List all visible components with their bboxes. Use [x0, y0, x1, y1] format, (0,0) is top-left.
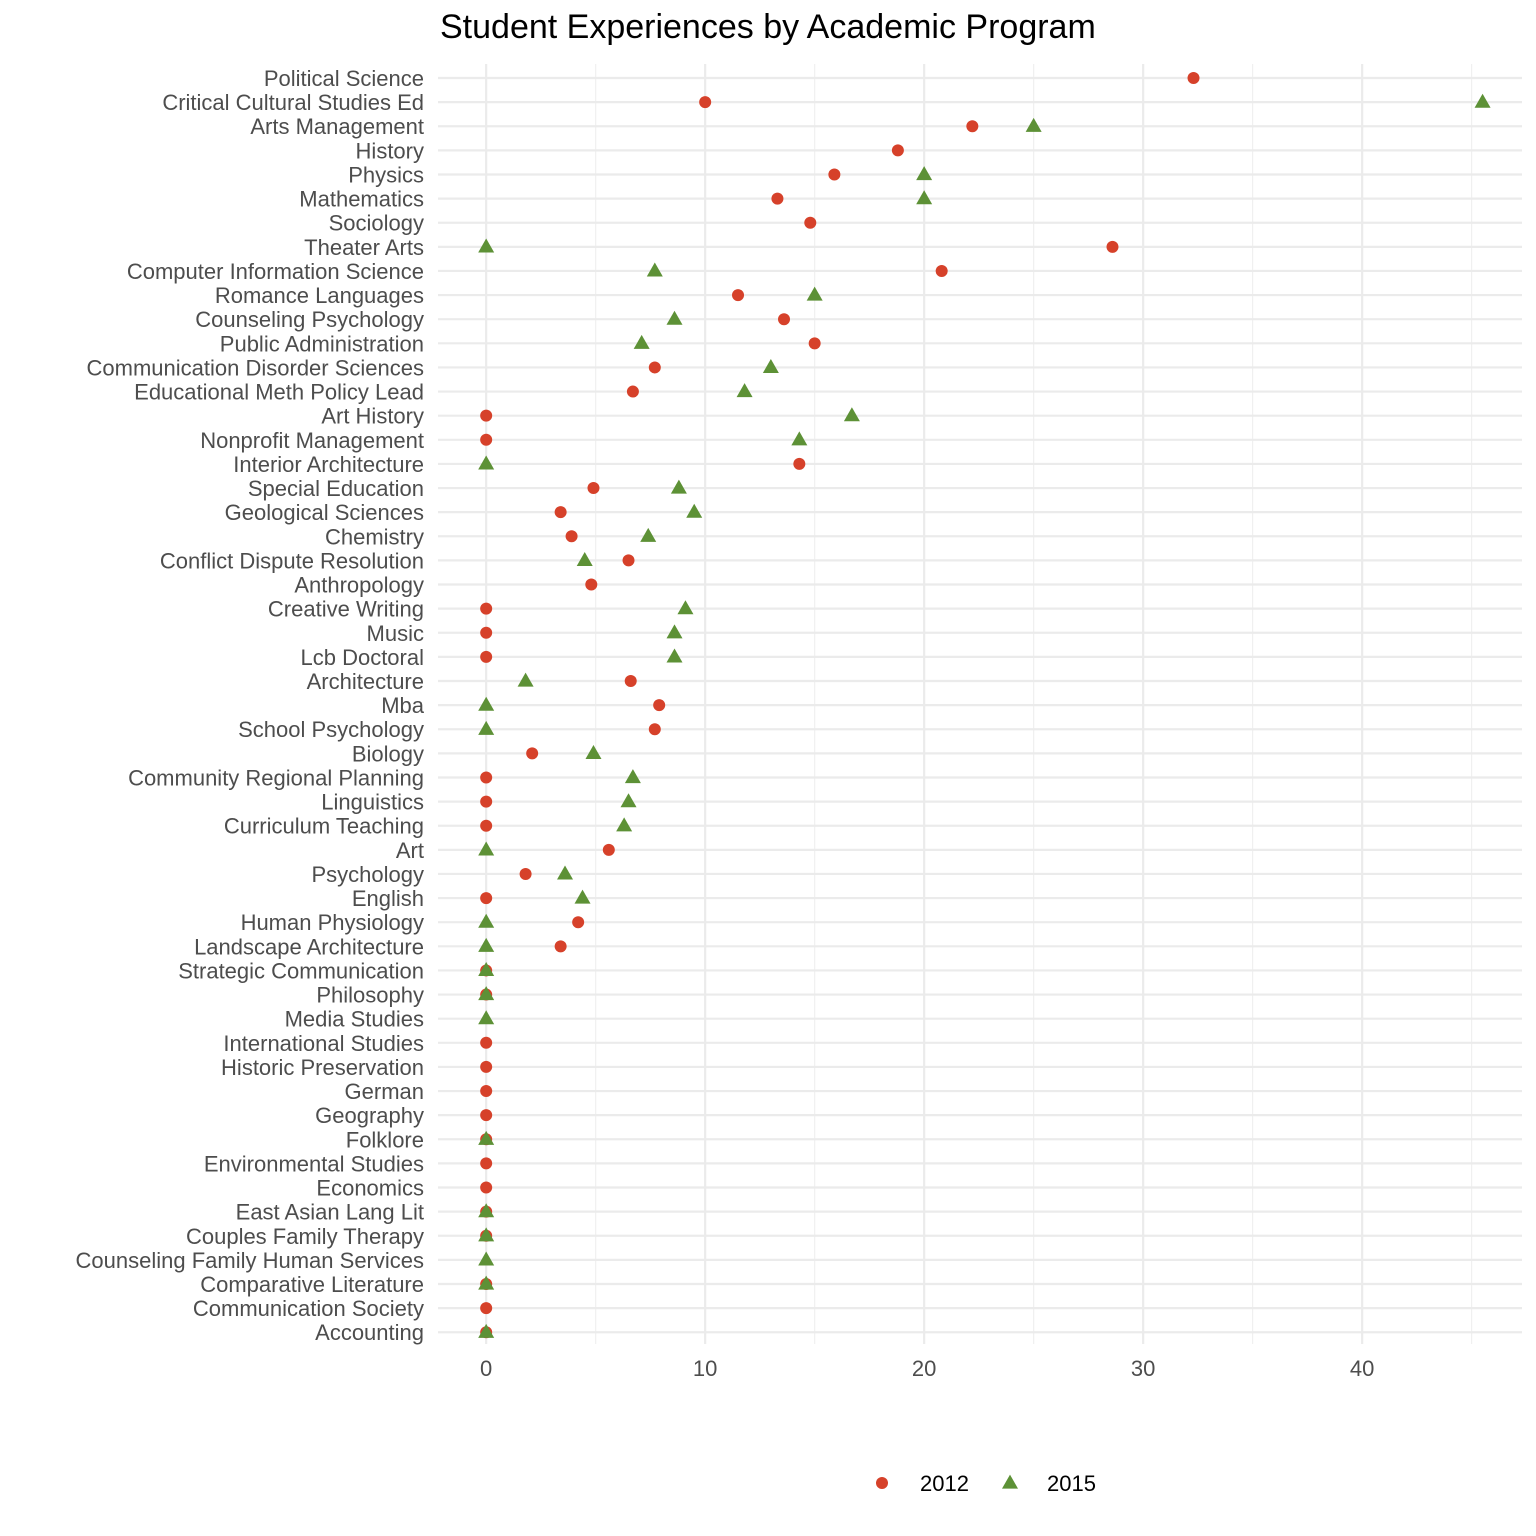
point-2012 [480, 1182, 492, 1194]
grid-layer [438, 64, 1522, 1344]
point-2015 [557, 866, 573, 880]
x-axis-labels [480, 1356, 1374, 1381]
point-2012 [936, 265, 948, 277]
point-2012 [585, 579, 597, 591]
y-tick-label: Physics [348, 162, 424, 188]
point-2012 [480, 410, 492, 422]
y-tick-label: Accounting [315, 1320, 424, 1346]
point-2015 [621, 793, 637, 807]
point-2012 [649, 361, 661, 373]
y-tick-label: Communication Society [192, 1296, 424, 1322]
y-tick-label: Nonprofit Management [200, 427, 424, 453]
point-2012 [627, 386, 639, 398]
y-tick-label: Curriculum Teaching [223, 813, 424, 839]
point-2015 [1026, 118, 1042, 132]
point-2015 [671, 480, 687, 494]
y-tick-label: Counseling Psychology [195, 307, 424, 333]
point-2012 [778, 313, 790, 325]
y-tick-label: Anthropology [294, 572, 424, 598]
y-tick-label: Romance Languages [214, 283, 424, 309]
point-2015 [807, 287, 823, 301]
point-2012 [526, 747, 538, 759]
y-tick-label: Geography [315, 1103, 424, 1129]
point-2015 [667, 311, 683, 325]
y-tick-label: English [351, 886, 424, 912]
legend-label-2012: 2012 [920, 1471, 969, 1496]
point-2015 [478, 1251, 494, 1265]
point-2012 [480, 1037, 492, 1049]
point-2015 [478, 914, 494, 928]
y-tick-label: School Psychology [238, 717, 424, 743]
y-tick-label: Theater Arts [304, 234, 424, 260]
point-2015 [667, 624, 683, 638]
point-2012 [555, 940, 567, 952]
point-2012 [566, 530, 578, 542]
y-tick-label: Public Administration [219, 331, 424, 357]
point-2012 [603, 844, 615, 856]
y-tick-label: Special Education [247, 476, 424, 502]
x-tick-label: 30 [1130, 1356, 1156, 1381]
point-2012 [480, 1157, 492, 1169]
x-tick-label: 10 [692, 1356, 718, 1381]
point-2012 [649, 723, 661, 735]
point-2015 [585, 745, 601, 759]
y-tick-label: Biology [351, 741, 424, 767]
y-axis-labels [76, 66, 425, 1345]
point-2012 [520, 868, 532, 880]
point-2015 [478, 1010, 494, 1024]
point-2015 [478, 456, 494, 470]
point-2015 [478, 697, 494, 711]
y-tick-label: Art [395, 837, 424, 863]
y-tick-label: Linguistics [321, 789, 424, 815]
point-2015 [737, 383, 753, 397]
y-tick-label: Psychology [311, 861, 424, 887]
y-tick-label: Community Regional Planning [128, 765, 424, 791]
point-2015 [577, 552, 593, 566]
point-2015 [478, 721, 494, 735]
point-2012 [480, 627, 492, 639]
point-2012 [480, 892, 492, 904]
y-tick-label: Couples Family Therapy [185, 1223, 424, 1249]
y-tick-label: Economics [316, 1175, 424, 1201]
y-tick-label: German [344, 1079, 424, 1105]
y-tick-label: Art History [321, 403, 424, 429]
y-tick-label: Creative Writing [267, 596, 424, 622]
point-2012 [804, 217, 816, 229]
point-2012 [555, 506, 567, 518]
point-2012 [793, 458, 805, 470]
y-tick-label: Mathematics [299, 186, 424, 212]
point-2015 [640, 528, 656, 542]
y-tick-label: Critical Cultural Studies Ed [162, 90, 424, 116]
point-2012 [480, 820, 492, 832]
y-tick-label: Counseling Family Human Services [75, 1247, 424, 1273]
point-2015 [478, 238, 494, 252]
point-2012 [480, 771, 492, 783]
x-tick-label: 20 [911, 1356, 937, 1381]
point-2012 [480, 1302, 492, 1314]
point-2015 [844, 407, 860, 421]
point-2015 [478, 841, 494, 855]
point-2015 [1475, 94, 1491, 108]
y-tick-label: Geological Sciences [224, 500, 424, 526]
legend-marker-2015 [1002, 1475, 1018, 1489]
y-tick-label: Historic Preservation [221, 1054, 424, 1080]
point-2015 [616, 817, 632, 831]
y-tick-label: Strategic Communication [178, 958, 424, 984]
point-2012 [828, 168, 840, 180]
point-2012 [480, 603, 492, 615]
point-2012 [480, 1061, 492, 1073]
y-tick-label: Political Science [263, 66, 424, 91]
point-2012 [480, 1109, 492, 1121]
point-2012 [480, 796, 492, 808]
point-2015 [677, 600, 693, 614]
y-tick-label: Arts Management [250, 114, 424, 140]
y-tick-label: Landscape Architecture [194, 934, 424, 960]
y-tick-label: Mba [381, 693, 424, 719]
point-2012 [480, 434, 492, 446]
point-2015 [625, 769, 641, 783]
y-tick-label: Folklore [345, 1127, 424, 1153]
point-2012 [587, 482, 599, 494]
point-2012 [732, 289, 744, 301]
y-tick-label: Chemistry [324, 524, 424, 550]
y-tick-label: Human Physiology [240, 910, 424, 936]
point-2015 [686, 504, 702, 518]
point-2012 [480, 1085, 492, 1097]
y-tick-label: Sociology [328, 210, 424, 236]
legend [876, 1471, 1096, 1496]
point-2012 [771, 193, 783, 205]
y-tick-label: Music [366, 620, 424, 646]
point-2012 [625, 675, 637, 687]
y-tick-label: Conflict Dispute Resolution [159, 548, 424, 574]
y-tick-label: History [355, 138, 424, 164]
point-2012 [653, 699, 665, 711]
point-2012 [809, 337, 821, 349]
y-tick-label: Computer Information Science [126, 258, 424, 284]
legend-label-2015: 2015 [1047, 1471, 1096, 1496]
point-2015 [791, 431, 807, 445]
y-tick-label: East Asian Lang Lit [235, 1199, 424, 1225]
point-2015 [647, 263, 663, 277]
x-tick-label: 0 [480, 1356, 493, 1381]
point-2015 [916, 190, 932, 204]
chart-title: Student Experiences by Academic Program [440, 8, 1096, 46]
legend-marker-2012 [876, 1477, 888, 1489]
point-2012 [699, 96, 711, 108]
point-2012 [892, 144, 904, 156]
y-tick-label: Educational Meth Policy Lead [134, 379, 424, 405]
y-tick-label: Communication Disorder Sciences [86, 355, 424, 381]
y-tick-label: Philosophy [316, 982, 424, 1008]
point-2015 [667, 648, 683, 662]
y-tick-label: Architecture [306, 669, 424, 694]
point-2015 [478, 938, 494, 952]
y-tick-label: Environmental Studies [203, 1151, 424, 1177]
point-2015 [634, 335, 650, 349]
point-2015 [916, 166, 932, 180]
point-2015 [518, 673, 534, 687]
point-2015 [575, 890, 591, 904]
y-tick-label: Interior Architecture [233, 451, 424, 477]
point-2012 [623, 554, 635, 566]
point-2012 [572, 916, 584, 928]
point-2012 [480, 651, 492, 663]
point-2012 [1106, 241, 1118, 253]
point-2015 [763, 359, 779, 373]
x-tick-label: 40 [1349, 1356, 1375, 1381]
y-tick-label: Media Studies [284, 1006, 424, 1032]
point-2012 [966, 120, 978, 132]
y-tick-label: Lcb Doctoral [300, 644, 424, 670]
point-2012 [1188, 72, 1200, 84]
y-tick-label: International Studies [223, 1030, 424, 1056]
y-tick-label: Comparative Literature [200, 1272, 424, 1297]
